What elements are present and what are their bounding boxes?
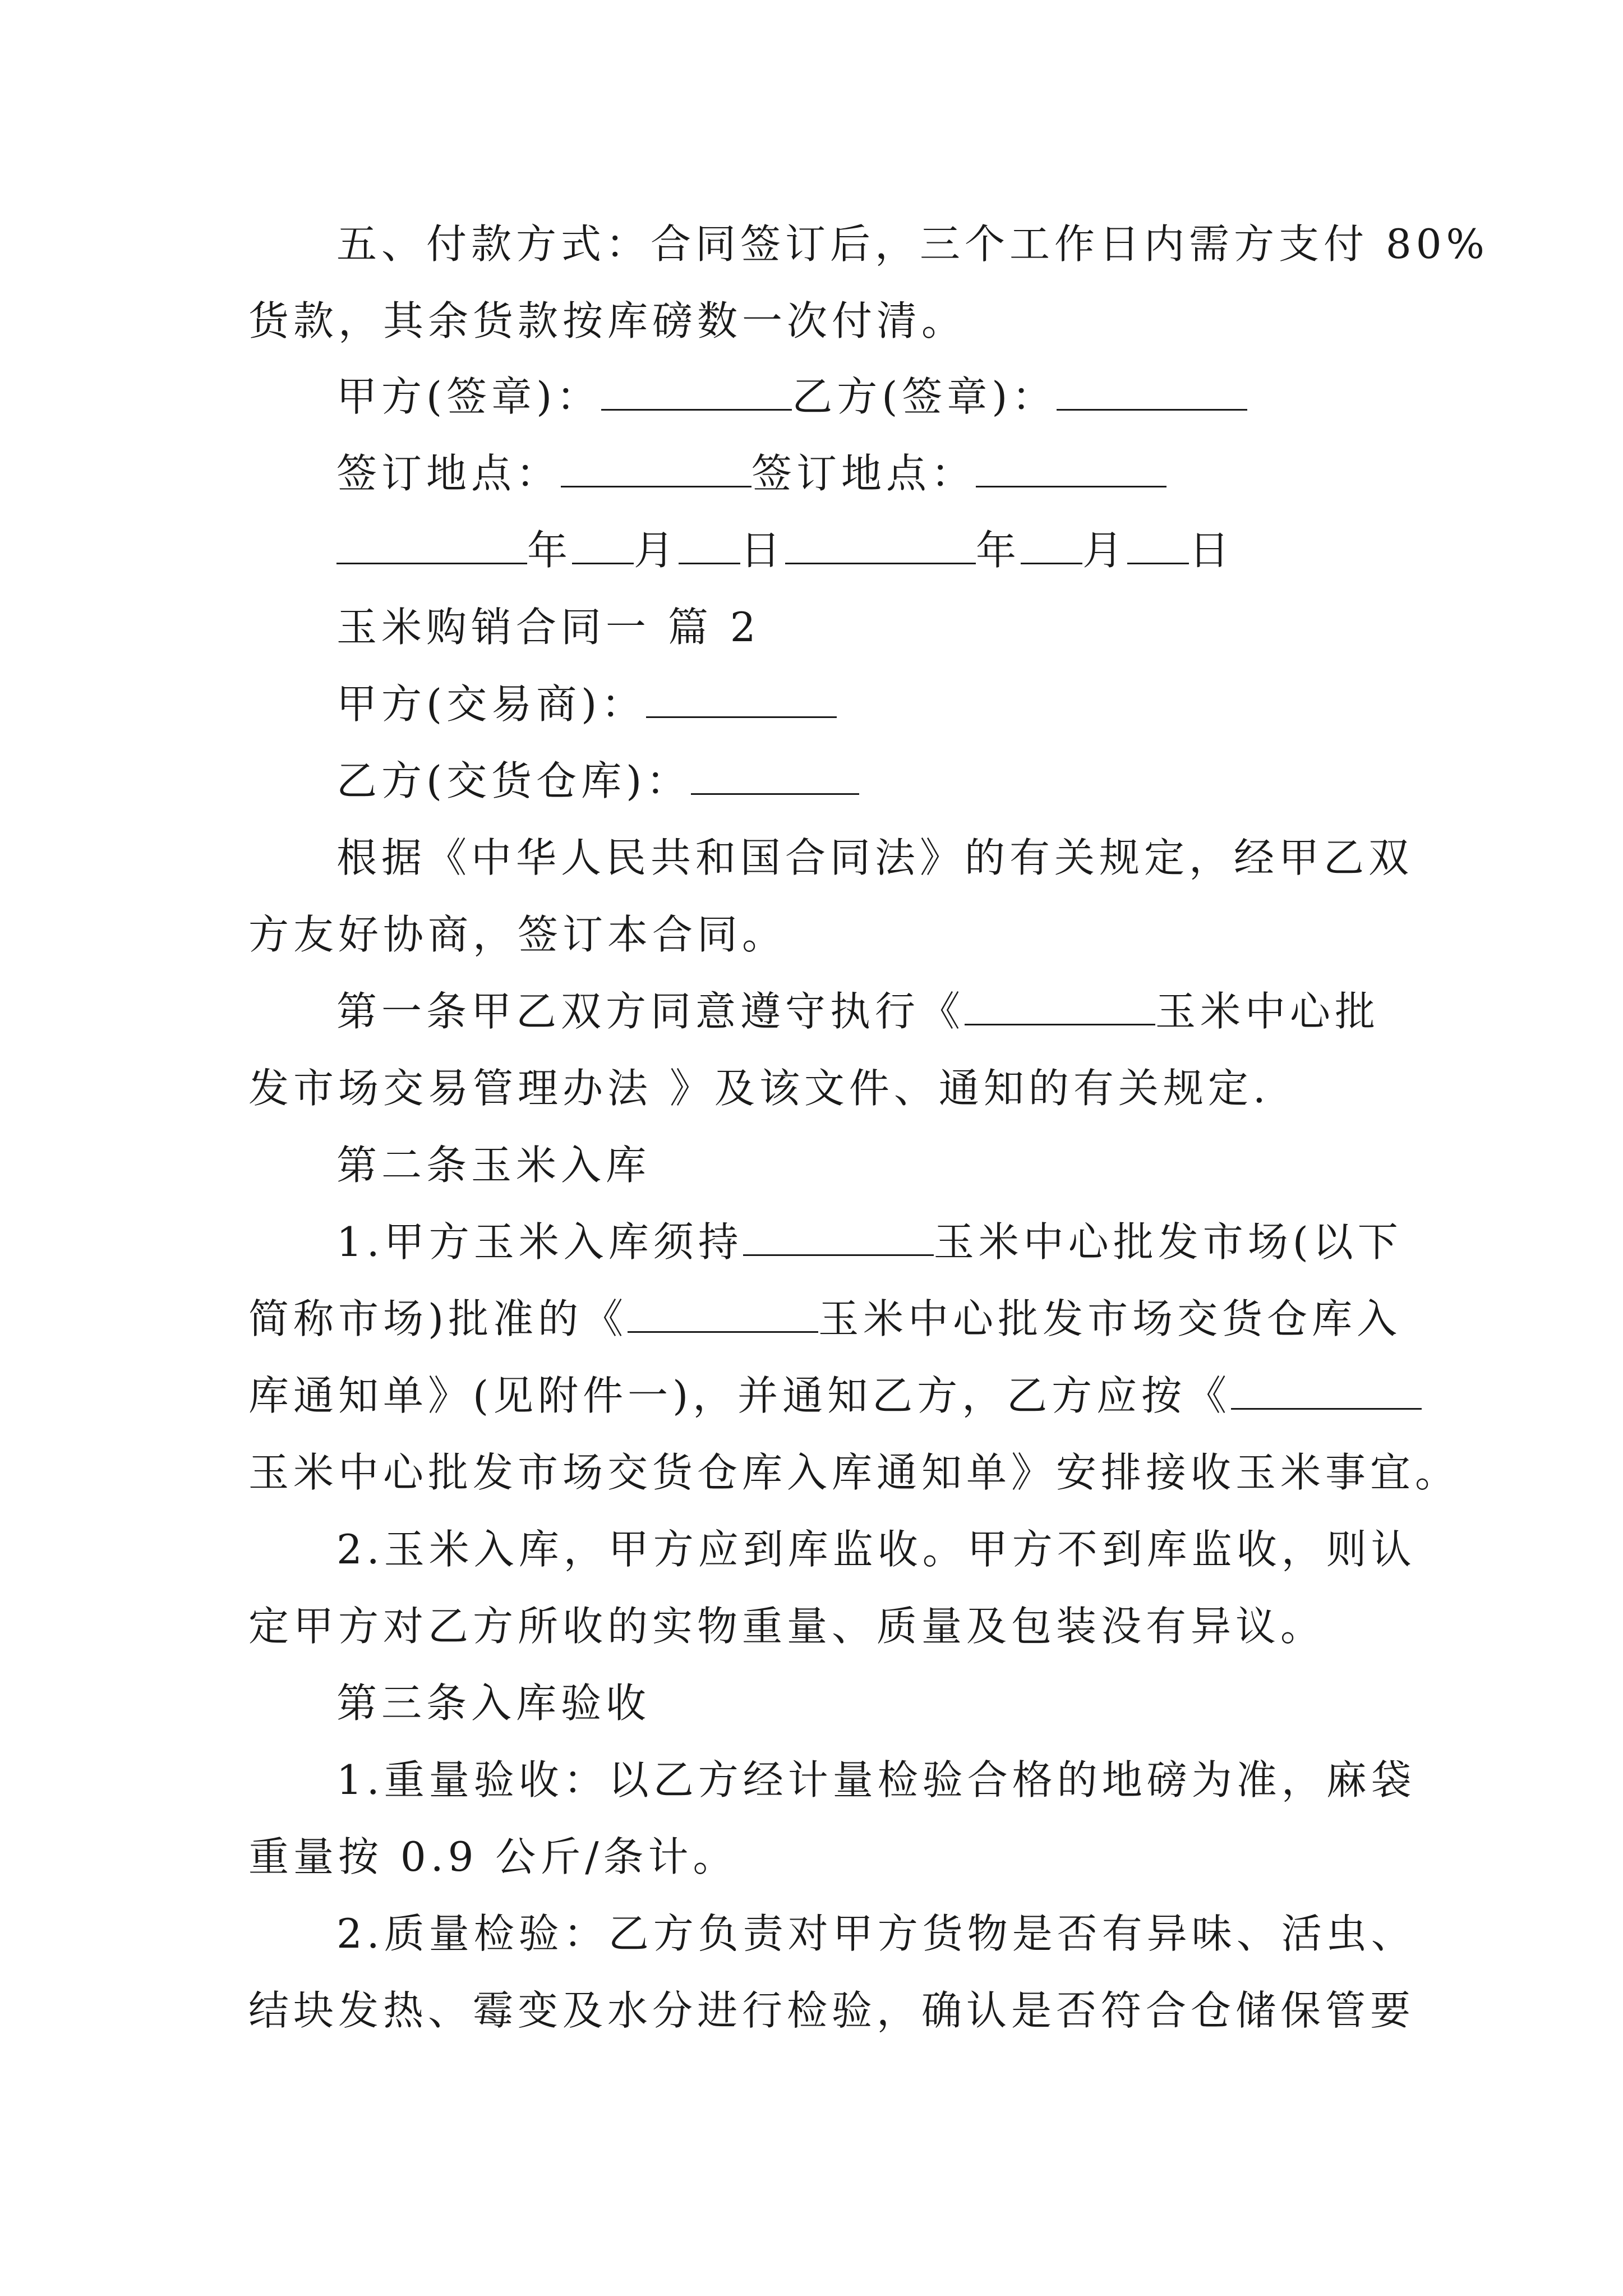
article-2-item-1-blank-2: [628, 1295, 818, 1333]
article-2-item-1-line-2: [248, 1291, 1401, 1347]
article-2-item-1-blank-1: [743, 1218, 934, 1256]
article-3-item-1-line-1: 1.重量验收：以乙方经计量检验合格的地磅为准，麻袋: [336, 1756, 1416, 1803]
party-b-blank: [691, 757, 859, 795]
article-1-line-1: [336, 983, 1380, 1039]
date-b-year-blank: [785, 527, 976, 564]
date-a-day-blank: [679, 527, 740, 564]
signing-place-b-label: 签订地点：: [751, 450, 976, 497]
date-b-month-label: 月: [1082, 527, 1128, 574]
signing-place-a-blank: [561, 450, 751, 487]
intro-line-2: 方友好协商，签订本合同。: [248, 911, 787, 958]
article-2-item-1-text-d: 玉米中心批发市场交货仓库入: [818, 1295, 1402, 1342]
date-b-day-blank: [1127, 527, 1189, 564]
section-title: 玉米购销合同一 篇 2: [336, 604, 760, 651]
article-2-item-1-line-4: 玉米中心批发市场交货仓库入库通知单》安排接收玉米事宜。: [248, 1449, 1460, 1496]
date-b-year-label: 年: [976, 527, 1021, 574]
party-a-signature-label: 甲方(签章)：: [336, 373, 602, 420]
date-b-day-label: 日: [1189, 527, 1234, 574]
payment-terms-line-1: 五、付款方式：合同签订后，三个工作日内需方支付 80%: [336, 220, 1489, 268]
date-b-month-blank: [1021, 527, 1082, 564]
party-a-line: [336, 676, 837, 732]
article-3-item-2-line-1: 2.质量检验：乙方负责对甲方货物是否有异味、活虫、: [336, 1910, 1416, 1957]
article-3-item-1-line-2: 重量按 0.9 公斤/条计。: [248, 1833, 738, 1880]
date-a-month-blank: [572, 527, 634, 564]
article-1-blank: [965, 988, 1155, 1025]
party-a-label: 甲方(交易商)：: [336, 680, 647, 728]
article-2-item-1-line-1: [336, 1214, 1403, 1270]
article-2-title: 第二条玉米入库: [336, 1142, 651, 1189]
article-3-title: 第三条入库验收: [336, 1680, 651, 1727]
signature-line: [336, 369, 1247, 425]
signing-place-b-blank: [976, 450, 1166, 487]
signing-place-line: [336, 445, 1166, 501]
party-a-signature-blank: [601, 373, 792, 411]
signing-place-a-label: 签订地点：: [336, 450, 561, 497]
article-2-item-1-text-e: 库通知单》(见附件一)，并通知乙方，乙方应按《: [248, 1372, 1232, 1419]
article-3-item-2-line-2: 结块发热、霉变及水分进行检验，确认是否符合仓储保管要: [248, 1987, 1415, 2034]
article-2-item-1-line-3: [248, 1368, 1422, 1424]
date-a-year-label: 年: [527, 527, 573, 574]
article-1-text-b: 玉米中心批: [1155, 988, 1380, 1035]
party-b-line: [336, 753, 859, 809]
article-2-item-2-line-1: 2.玉米入库，甲方应到库监收。甲方不到库监收，则认: [336, 1526, 1416, 1573]
article-1-line-2: 发市场交易管理办法 》及该文件、通知的有关规定.: [248, 1065, 1270, 1112]
date-a-day-label: 日: [740, 527, 786, 574]
party-b-label: 乙方(交货仓库)：: [336, 757, 691, 804]
signing-date-line: [336, 522, 1234, 578]
party-b-signature-blank: [1057, 373, 1247, 411]
article-2-item-1-text-c: 简称市场)批准的《: [248, 1295, 628, 1342]
article-2-item-2-line-2: 定甲方对乙方所收的实物重量、质量及包装没有异议。: [248, 1603, 1326, 1650]
article-2-item-1-text-a: 1.甲方玉米入库须持: [336, 1218, 743, 1266]
date-a-month-label: 月: [634, 527, 679, 574]
article-1-text-a: 第一条甲乙双方同意遵守执行《: [336, 988, 965, 1035]
article-2-item-1-blank-3: [1231, 1372, 1422, 1410]
party-b-signature-label: 乙方(签章)：: [792, 373, 1057, 420]
intro-line-1: 根据《中华人民共和国合同法》的有关规定，经甲乙双: [336, 834, 1414, 881]
payment-terms-line-2: 货款，其余货款按库磅数一次付清。: [248, 297, 967, 344]
party-a-blank: [646, 680, 837, 718]
article-2-item-1-text-b: 玉米中心批发市场(以下: [933, 1218, 1403, 1266]
date-a-year-blank: [336, 527, 527, 564]
